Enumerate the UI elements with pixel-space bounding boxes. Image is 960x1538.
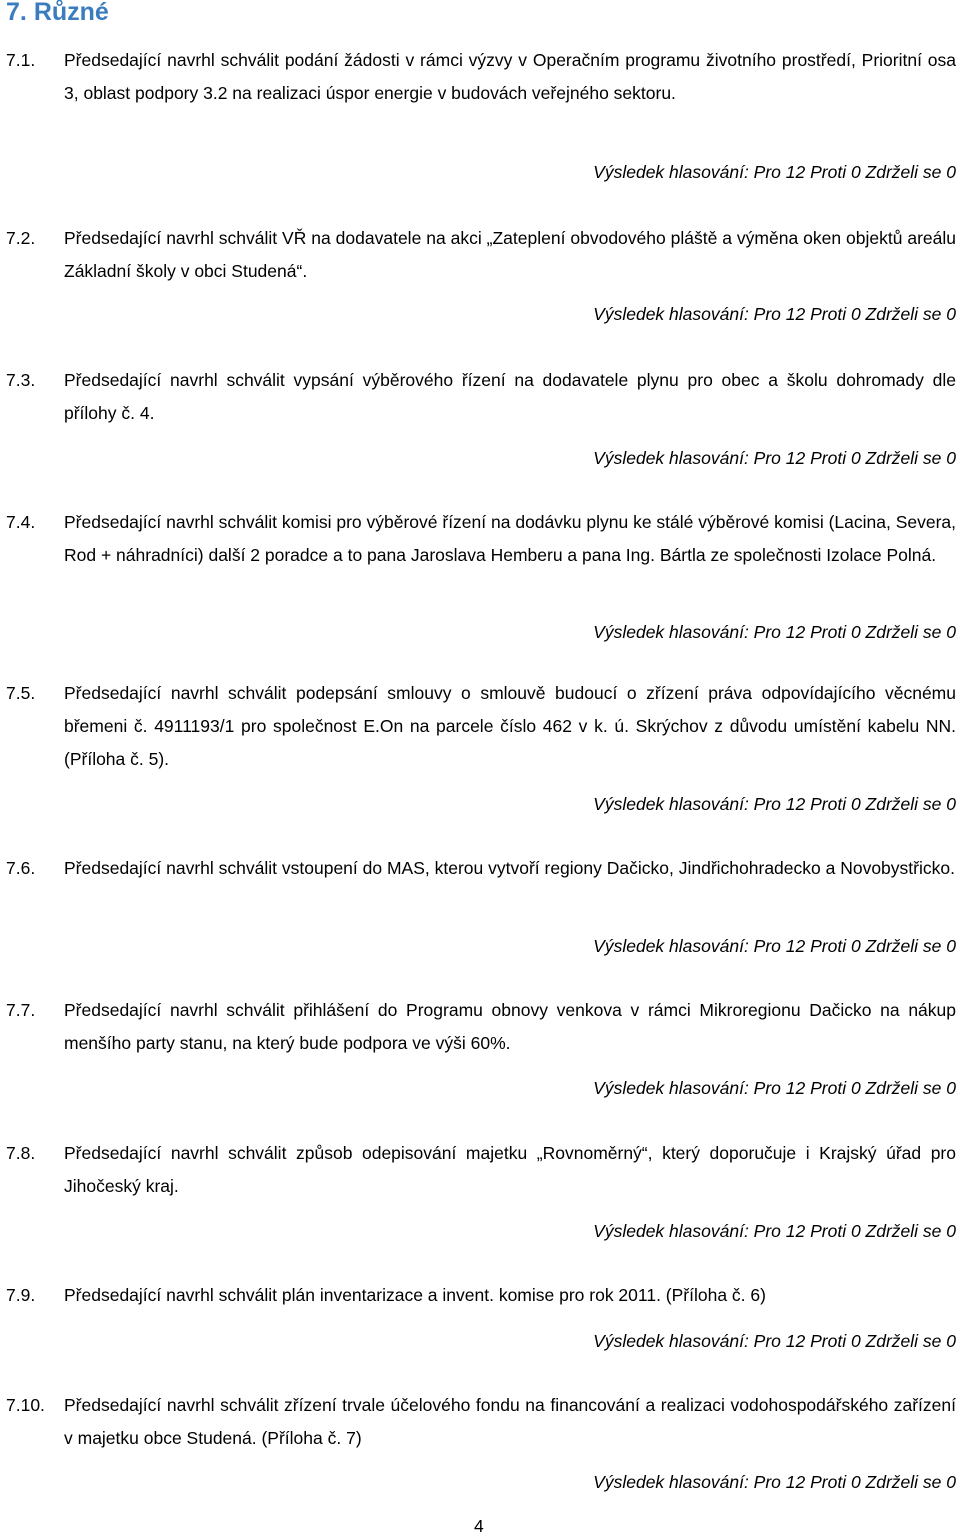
page-number: 4 xyxy=(474,1516,484,1536)
resolution-item xyxy=(6,1137,956,1203)
section-number: 7. xyxy=(6,0,27,26)
resolution-item xyxy=(6,994,956,1060)
item-number: 7.6. xyxy=(6,858,36,878)
item-number: 7.7. xyxy=(6,1000,36,1020)
item-number: 7.5. xyxy=(6,683,36,703)
item-text: Předsedající navrhl schválit plán inventarizace a invent. komise pro rok 2011. (Příloha č. 6) xyxy=(64,1285,766,1305)
item-text: Předsedající navrhl schválit vstoupení do MAS, kterou vytvoří regiony Dačicko, Jindřichohradecko a Novobystřicko. xyxy=(64,858,955,878)
item-number: 7.9. xyxy=(6,1285,36,1305)
section-heading xyxy=(6,0,109,27)
item-number: 7.4. xyxy=(6,512,36,532)
item-text: Předsedající navrhl schválit VŘ na dodavatele na akci „Zateplení obvodového pláště a výměna oken objektů areálu Základní školy v obci Studená“. xyxy=(64,228,956,281)
item-text: Předsedající navrhl schválit podepsání smlouvy o smlouvě budoucí o zřízení práva odpovídajícího věcnému břemeni č. 4911193/1 pro společnost E.On na parcele číslo 462 v k. ú. Skrýchov z důvodu umístění kabelu NN. (Příloha č. 5). xyxy=(64,683,956,769)
vote-result: Výsledek hlasování: Pro 12 Proti 0 Zdrželi se 0 xyxy=(593,1472,956,1492)
item-number: 7.2. xyxy=(6,228,36,248)
resolution-item xyxy=(6,677,956,776)
resolution-item xyxy=(6,44,956,110)
vote-result: Výsledek hlasování: Pro 12 Proti 0 Zdrželi se 0 xyxy=(593,448,956,468)
resolution-item xyxy=(6,852,956,885)
item-text: Předsedající navrhl schválit vypsání výběrového řízení na dodavatele plynu pro obec a školu dohromady dle přílohy č. 4. xyxy=(64,370,956,423)
vote-result: Výsledek hlasování: Pro 12 Proti 0 Zdrželi se 0 xyxy=(593,936,956,956)
item-number: 7.1. xyxy=(6,50,36,70)
item-number: 7.3. xyxy=(6,370,36,390)
item-text: Předsedající navrhl schválit podání žádosti v rámci výzvy v Operačním programu životního prostředí, Prioritní osa 3, oblast podpory 3.2 na realizaci úspor energie v budovách veřejného sektoru. xyxy=(64,50,956,103)
resolution-item xyxy=(6,364,956,430)
item-text: Předsedající navrhl schválit způsob odepisování majetku „Rovnoměrný“, který doporučuje i Krajský úřad pro Jihočeský kraj. xyxy=(64,1143,956,1196)
item-text: Předsedající navrhl schválit komisi pro výběrové řízení na dodávku plynu ke stálé výběrové komisi (Lacina, Severa, Rod + náhradníci) další 2 poradce a to pana Jaroslava Hemberu a pana Ing. Bártla ze společnosti Izolace Polná. xyxy=(64,512,956,565)
vote-result: Výsledek hlasování: Pro 12 Proti 0 Zdrželi se 0 xyxy=(593,1331,956,1351)
item-text: Předsedající navrhl schválit přihlášení do Programu obnovy venkova v rámci Mikroregionu Dačicko na nákup menšího party stanu, na který bude podpora ve výši 60%. xyxy=(64,1000,956,1053)
vote-result: Výsledek hlasování: Pro 12 Proti 0 Zdrželi se 0 xyxy=(593,794,956,814)
vote-result: Výsledek hlasování: Pro 12 Proti 0 Zdrželi se 0 xyxy=(593,622,956,642)
item-number: 7.8. xyxy=(6,1143,36,1163)
item-number: 7.10. xyxy=(6,1395,45,1415)
resolution-item xyxy=(6,222,956,288)
resolution-item xyxy=(6,506,956,572)
vote-result: Výsledek hlasování: Pro 12 Proti 0 Zdrželi se 0 xyxy=(593,1078,956,1098)
section-title: Různé xyxy=(33,0,109,26)
resolution-item xyxy=(6,1389,956,1455)
item-text: Předsedající navrhl schválit zřízení trvale účelového fondu na financování a realizaci vodohospodářského zařízení v majetku obce Studená. (Příloha č. 7) xyxy=(64,1395,956,1448)
vote-result: Výsledek hlasování: Pro 12 Proti 0 Zdrželi se 0 xyxy=(593,1221,956,1241)
vote-result: Výsledek hlasování: Pro 12 Proti 0 Zdrželi se 0 xyxy=(593,162,956,182)
resolution-item xyxy=(6,1279,956,1312)
vote-result: Výsledek hlasování: Pro 12 Proti 0 Zdrželi se 0 xyxy=(593,304,956,324)
